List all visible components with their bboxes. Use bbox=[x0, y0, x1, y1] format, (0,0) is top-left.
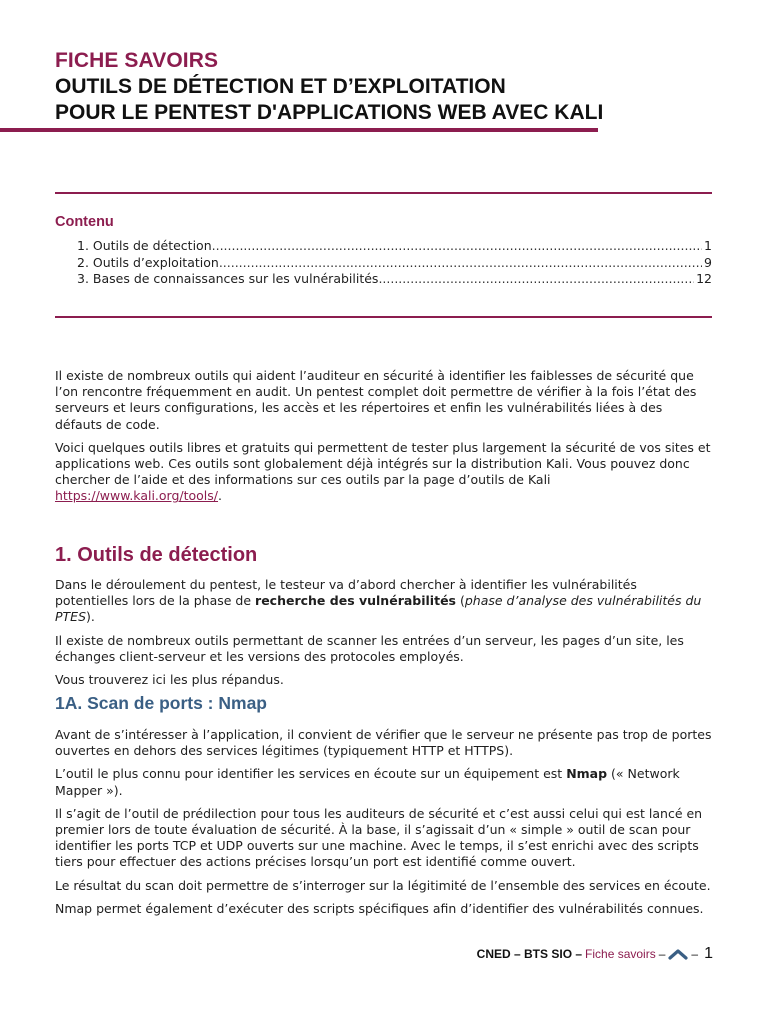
toc-heading: Contenu bbox=[55, 214, 114, 230]
title-block bbox=[55, 48, 712, 126]
toc-entry[interactable] bbox=[77, 238, 712, 255]
document-page bbox=[55, 48, 712, 916]
section-1a-p2-start: L’outil le plus connu pour identifier les services en écoute sur un équipement est bbox=[55, 766, 567, 782]
section-1a-paragraph-1: Avant de s’intéresser à l’application, il convient de vérifier que le serveur ne présente pas trop de portes ouvertes en dehors des services légitimes (typiquement HTTP et HTTPS). bbox=[55, 727, 712, 759]
section-1-p1-italic: phase d’analyse des vulnérabilités du PTES bbox=[55, 593, 702, 625]
page-footer bbox=[477, 945, 713, 963]
section-1-p1-mid: ( bbox=[455, 593, 465, 609]
toc-entry[interactable] bbox=[77, 271, 712, 288]
toc-entry-label: 3. Bases de connaissances sur les vulnérabilités bbox=[77, 271, 379, 286]
title-underline bbox=[0, 128, 598, 132]
toc-entry-page: 1 bbox=[704, 238, 712, 253]
section-1-paragraph-1 bbox=[55, 577, 712, 626]
footer-separator: – bbox=[658, 947, 666, 961]
toc-entry-page: 9 bbox=[704, 254, 712, 270]
section-1a-paragraph-5: Nmap permet également d’exécuter des scripts spécifiques afin d’identifier des vulnérabilités connues. bbox=[55, 900, 704, 916]
chevron-up-icon[interactable] bbox=[668, 948, 688, 960]
toc-entry-page: 12 bbox=[696, 271, 712, 286]
document-title-line-1: OUTILS DE DÉTECTION ET D’EXPLOITATION bbox=[55, 75, 506, 98]
toc-leader bbox=[378, 271, 694, 288]
section-1a-p2-end: (« Network Mapper »). bbox=[55, 766, 680, 798]
kali-tools-link[interactable]: https://www.kali.org/tools/ bbox=[55, 488, 219, 504]
section-1a-heading: 1A. Scan de ports : Nmap bbox=[55, 693, 267, 713]
section-1-paragraph-2: Il existe de nombreux outils permettant de scanner les entrées d’un serveur, les pages d’un site, les échanges client-serveur et les versions des protocoles employés. bbox=[55, 632, 684, 664]
footer-brand: CNED – BTS SIO – bbox=[476, 947, 583, 961]
toc-leader bbox=[212, 238, 702, 255]
table-of-contents bbox=[77, 238, 712, 288]
document-kicker: FICHE SAVOIRS bbox=[55, 49, 219, 72]
toc-bottom-rule bbox=[55, 316, 712, 318]
toc-entry-label: 2. Outils d’exploitation bbox=[77, 254, 219, 270]
section-1-paragraph-3: Vous trouverez ici les plus répandus. bbox=[55, 672, 284, 688]
section-1-heading: 1. Outils de détection bbox=[55, 544, 258, 566]
section-1-body bbox=[55, 577, 712, 695]
section-1-p1-end: ). bbox=[86, 609, 95, 625]
toc-entry-label: 1. Outils de détection bbox=[77, 238, 212, 253]
document-title-line-2: POUR LE PENTEST D'APPLICATIONS WEB AVEC KALI bbox=[55, 101, 604, 124]
section-1a-paragraph-4: Le résultat du scan doit permettre de s’interroger sur la légitimité de l’ensemble des services en écoute. bbox=[55, 877, 711, 893]
intro-section bbox=[55, 368, 712, 512]
intro-paragraph-2-end: . bbox=[218, 488, 222, 504]
section-1-p1-bold: recherche des vulnérabilités bbox=[255, 593, 456, 609]
section-1a-paragraph-2 bbox=[55, 766, 712, 798]
footer-section-label: Fiche savoirs bbox=[585, 947, 656, 961]
page-number: 1 bbox=[704, 945, 713, 962]
section-1a-body bbox=[55, 727, 712, 924]
intro-paragraph-2-text: Voici quelques outils libres et gratuits qui permettent de tester plus largement la sécurité de vos sites et applications web. Ces outils sont globalement déjà intégrés sur la distribution Kali. Vous pouvez donc chercher de l’aide et des informations sur ces outils par la page d’outils de Kali bbox=[55, 439, 711, 488]
toc-entry[interactable] bbox=[77, 255, 712, 272]
toc-leader bbox=[219, 255, 702, 272]
section-1a-p2-bold: Nmap bbox=[566, 766, 608, 782]
section-1a-paragraph-3: Il s’agit de l’outil de prédilection pour tous les auditeurs de sécurité et c’est aussi celui qui est lancé en premier lors de toute évaluation de sécurité. À la base, il s’agissait d’un « simple » outil de scan pour identifier les ports TCP et UDP ouverts sur une machine. Avec le temps, il s’est enrichi avec des scripts tiers pour effectuer des actions précises lorsqu’un port est identifié comme ouvert. bbox=[55, 805, 703, 870]
intro-paragraph-1: Il existe de nombreux outils qui aident l’auditeur en sécurité à identifier les faiblesses de sécurité que l’on rencontre fréquemment en audit. Un pentest complet doit permettre de vérifier à la fois l’état des serveurs et leurs configurations, les accès et les répertoires et enfin les vulnérabilités liées à des défauts de code. bbox=[55, 368, 697, 432]
toc-top-rule bbox=[55, 192, 712, 194]
section-1-p1-start: Dans le déroulement du pentest, le testeur va d’abord chercher à identifier les vulnérabilités potentielles lors de la phase de bbox=[55, 577, 637, 609]
footer-dash: – bbox=[691, 947, 699, 961]
intro-paragraph-2 bbox=[55, 440, 712, 505]
